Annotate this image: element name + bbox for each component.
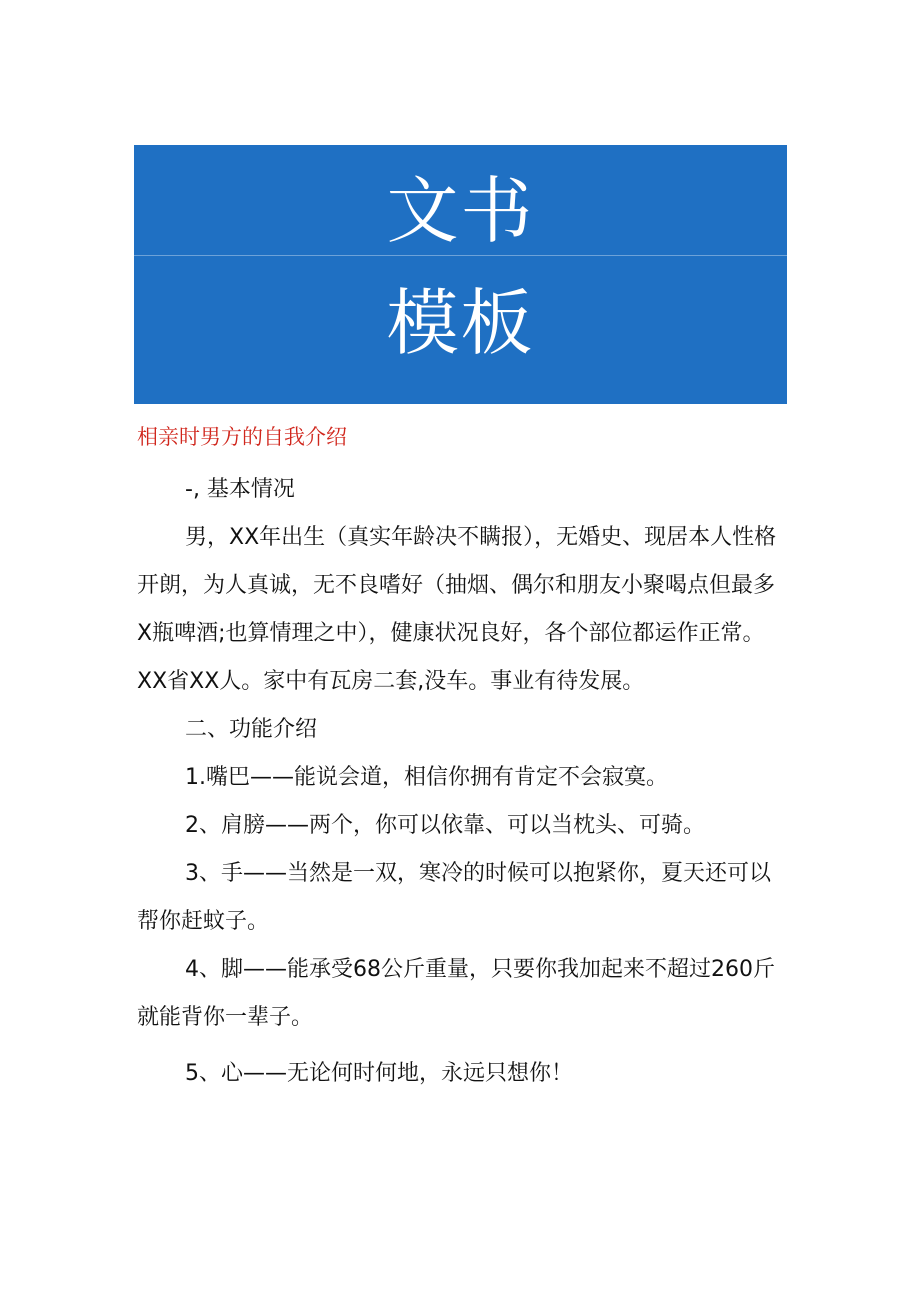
banner-title-line2: 模板	[386, 281, 535, 365]
banner-divider	[134, 255, 787, 256]
paragraph-basic-info: 男，XX年出生（真实年龄决不瞒报），无婚史、现居本人性格开朗，为人真诚，无不良嗜好（抽烟、偶尔和朋友小聚喝点但最多X瓶啤酒;也算情理之中），健康状况良好，各个部位都运作正常。XX省XX人。家中有瓦房二套,没车。事业有待发展。	[137, 525, 777, 694]
cover-banner	[134, 145, 787, 404]
section-heading-basic: -, 基本情况	[185, 477, 295, 502]
document-body	[137, 466, 787, 1098]
banner-title-line1: 文书	[386, 169, 535, 253]
document-title: 相亲时男方的自我介绍	[137, 425, 347, 449]
section-heading-functions: 二、功能介绍	[185, 717, 318, 742]
list-item-heart: 5、心——无论何时何地，永远只想你！	[185, 1061, 573, 1086]
list-item-shoulders: 2、肩膀——两个，你可以依靠、可以当枕头、可骑。	[185, 813, 705, 838]
list-item-mouth: 1.嘴巴——能说会道，相信你拥有肯定不会寂寞。	[185, 765, 668, 790]
list-item-feet: 4、脚——能承受68公斤重量，只要你我加起来不超过260斤就能背你一辈子。	[137, 957, 775, 1030]
list-item-hands: 3、手——当然是一双，寒冷的时候可以抱紧你，夏天还可以帮你赶蚊子。	[137, 861, 771, 934]
